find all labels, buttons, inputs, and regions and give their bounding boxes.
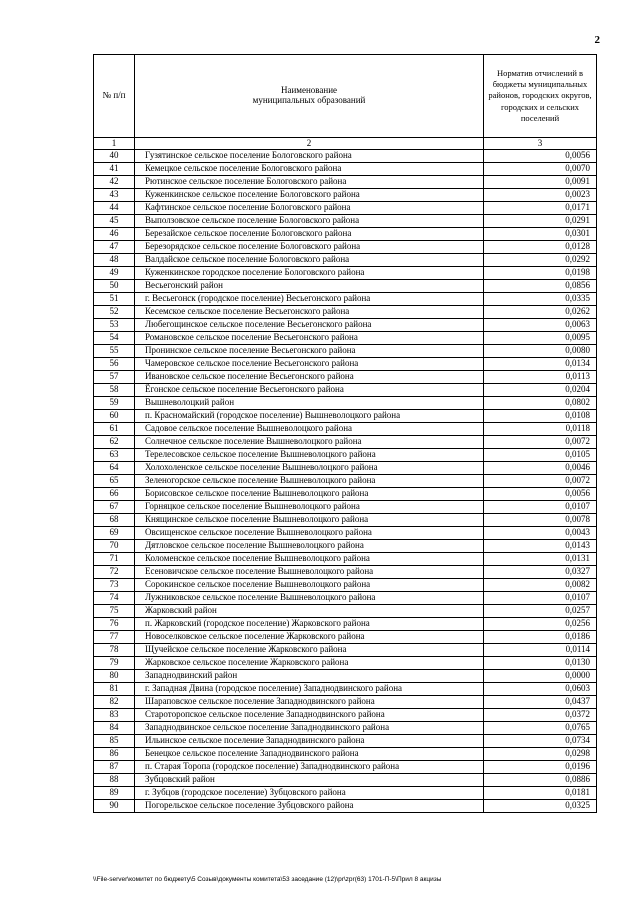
table-row <box>94 683 597 696</box>
row-number: 67 <box>94 501 135 514</box>
row-number: 85 <box>94 735 135 748</box>
row-number: 90 <box>94 800 135 813</box>
row-number: 52 <box>94 306 135 319</box>
norm-value: 0,0327 <box>484 566 597 579</box>
row-number: 79 <box>94 657 135 670</box>
municipality-name: Зеленогорское сельское поселение Вышневолоцкого района <box>135 475 484 488</box>
table-row <box>94 527 597 540</box>
norm-value: 0,0301 <box>484 228 597 241</box>
municipality-name: Березорядское сельское поселение Бологовского района <box>135 241 484 254</box>
norm-value: 0,0107 <box>484 501 597 514</box>
norm-value: 0,0023 <box>484 189 597 202</box>
table-row <box>94 345 597 358</box>
municipality-name: Шараповское сельское поселение Западнодвинского района <box>135 696 484 709</box>
row-number: 71 <box>94 553 135 566</box>
table-row <box>94 449 597 462</box>
norm-value: 0,0204 <box>484 384 597 397</box>
row-number: 88 <box>94 774 135 787</box>
row-number: 69 <box>94 527 135 540</box>
norm-value: 0,0262 <box>484 306 597 319</box>
municipality-name: Березайское сельское поселение Бологовского района <box>135 228 484 241</box>
table-row <box>94 631 597 644</box>
norm-value: 0,0105 <box>484 449 597 462</box>
footer-file-path: \\File-server\комитет по бюджету\5 Созыв\документы комитета\53 заседание (12)\pr\zpr(63) 1701-П-5\Прил 8 акцизы <box>93 876 442 883</box>
table-row <box>94 670 597 683</box>
table-row <box>94 423 597 436</box>
municipality-name: Рютинское сельское поселение Бологовского района <box>135 176 484 189</box>
column-index-1: 1 <box>94 138 135 150</box>
norm-value: 0,0000 <box>484 670 597 683</box>
row-number: 55 <box>94 345 135 358</box>
row-number: 63 <box>94 449 135 462</box>
municipality-name: Жарковский район <box>135 605 484 618</box>
row-number: 84 <box>94 722 135 735</box>
municipality-name: Садовое сельское поселение Вышневолоцкого района <box>135 423 484 436</box>
table-row <box>94 150 597 163</box>
norm-value: 0,0292 <box>484 254 597 267</box>
row-number: 75 <box>94 605 135 618</box>
municipality-name: Весьегонский район <box>135 280 484 293</box>
norm-value: 0,0082 <box>484 579 597 592</box>
table-row <box>94 254 597 267</box>
municipality-name: Овсищенское сельское поселение Вышневолоцкого района <box>135 527 484 540</box>
municipality-name: Романовское сельское поселение Весьегонского района <box>135 332 484 345</box>
municipality-name: Холохоленское сельское поселение Вышневолоцкого района <box>135 462 484 475</box>
municipality-name: Сорокинское сельское поселение Вышневолоцкого района <box>135 579 484 592</box>
row-number: 89 <box>94 787 135 800</box>
municipality-name: Борисовское сельское поселение Вышневолоцкого района <box>135 488 484 501</box>
row-number: 45 <box>94 215 135 228</box>
table-row <box>94 748 597 761</box>
municipality-name: Ёгонское сельское поселение Весьегонского района <box>135 384 484 397</box>
municipality-name: Жарковское сельское поселение Жарковского района <box>135 657 484 670</box>
table-row <box>94 436 597 449</box>
municipality-name: Дятловское сельское поселение Вышневолоцкого района <box>135 540 484 553</box>
row-number: 51 <box>94 293 135 306</box>
header-num: № п/п <box>94 55 135 138</box>
row-number: 82 <box>94 696 135 709</box>
table-row <box>94 774 597 787</box>
norm-value: 0,0114 <box>484 644 597 657</box>
row-number: 62 <box>94 436 135 449</box>
municipality-name: п. Жарковский (городское поселение) Жарковского района <box>135 618 484 631</box>
norm-value: 0,0372 <box>484 709 597 722</box>
table-row <box>94 202 597 215</box>
norm-value: 0,0056 <box>484 488 597 501</box>
table-row <box>94 306 597 319</box>
table-row <box>94 163 597 176</box>
norm-value: 0,0080 <box>484 345 597 358</box>
row-number: 46 <box>94 228 135 241</box>
row-number: 68 <box>94 514 135 527</box>
table-row <box>94 592 597 605</box>
table-row <box>94 501 597 514</box>
table-row <box>94 618 597 631</box>
table-row <box>94 319 597 332</box>
row-number: 54 <box>94 332 135 345</box>
municipality-name: Новоселковское сельское поселение Жарковского района <box>135 631 484 644</box>
row-number: 70 <box>94 540 135 553</box>
municipality-name: Пронинское сельское поселение Весьегонского района <box>135 345 484 358</box>
norm-value: 0,0070 <box>484 163 597 176</box>
norm-value: 0,0171 <box>484 202 597 215</box>
municipality-name: Гузятинское сельское поселение Бологовского района <box>135 150 484 163</box>
row-number: 42 <box>94 176 135 189</box>
table-row <box>94 475 597 488</box>
norm-value: 0,0856 <box>484 280 597 293</box>
table-row <box>94 293 597 306</box>
norm-value: 0,0043 <box>484 527 597 540</box>
norm-value: 0,0325 <box>484 800 597 813</box>
table-row <box>94 514 597 527</box>
table-row <box>94 761 597 774</box>
norm-value: 0,0078 <box>484 514 597 527</box>
page-number: 2 <box>594 34 600 46</box>
table-row <box>94 488 597 501</box>
table-row <box>94 332 597 345</box>
municipality-name: Выползовское сельское поселение Бологовского района <box>135 215 484 228</box>
municipality-name: Куженкинское сельское поселение Бологовского района <box>135 189 484 202</box>
row-number: 81 <box>94 683 135 696</box>
norm-value: 0,0046 <box>484 462 597 475</box>
row-number: 49 <box>94 267 135 280</box>
norm-value: 0,0437 <box>484 696 597 709</box>
row-number: 72 <box>94 566 135 579</box>
row-number: 57 <box>94 371 135 384</box>
municipality-name: Погорельское сельское поселение Зубцовского района <box>135 800 484 813</box>
municipality-name: Княщинское сельское поселение Вышневолоцкого района <box>135 514 484 527</box>
norm-value: 0,0072 <box>484 436 597 449</box>
row-number: 48 <box>94 254 135 267</box>
table-row <box>94 579 597 592</box>
row-number: 44 <box>94 202 135 215</box>
municipality-name: г. Весьегонск (городское поселение) Весьегонского района <box>135 293 484 306</box>
municipality-name: Куженкинское городское поселение Бологовского района <box>135 267 484 280</box>
municipality-name: Солнечное сельское поселение Вышневолоцкого района <box>135 436 484 449</box>
municipality-name: Валдайское сельское поселение Бологовского района <box>135 254 484 267</box>
row-number: 56 <box>94 358 135 371</box>
norm-value: 0,0603 <box>484 683 597 696</box>
row-number: 41 <box>94 163 135 176</box>
table-row <box>94 280 597 293</box>
norm-value: 0,0131 <box>484 553 597 566</box>
header-norm: Норматив отчислений в бюджеты муниципальных районов, городских округов, городских и сельских поселений <box>484 55 597 138</box>
row-number: 74 <box>94 592 135 605</box>
table-body <box>94 150 597 813</box>
row-number: 50 <box>94 280 135 293</box>
table-row <box>94 540 597 553</box>
row-number: 58 <box>94 384 135 397</box>
norm-value: 0,0118 <box>484 423 597 436</box>
norm-value: 0,0291 <box>484 215 597 228</box>
row-number: 77 <box>94 631 135 644</box>
row-number: 80 <box>94 670 135 683</box>
municipality-name: Любегощинское сельское поселение Весьегонского района <box>135 319 484 332</box>
norm-value: 0,0765 <box>484 722 597 735</box>
header-name-line2: муниципальных образований <box>252 95 366 105</box>
norm-value: 0,0134 <box>484 358 597 371</box>
norm-value: 0,0063 <box>484 319 597 332</box>
table-row <box>94 605 597 618</box>
table-row <box>94 722 597 735</box>
norm-value: 0,0257 <box>484 605 597 618</box>
table-row <box>94 267 597 280</box>
row-number: 83 <box>94 709 135 722</box>
norm-value: 0,0108 <box>484 410 597 423</box>
municipality-name: Вышневолоцкий район <box>135 397 484 410</box>
table-row <box>94 358 597 371</box>
row-number: 65 <box>94 475 135 488</box>
municipality-name: Ильинское сельское поселение Западнодвинского района <box>135 735 484 748</box>
municipality-name: Кесемское сельское поселение Весьегонского района <box>135 306 484 319</box>
row-number: 60 <box>94 410 135 423</box>
table-row <box>94 410 597 423</box>
norm-value: 0,0256 <box>484 618 597 631</box>
municipality-name: Бенецкое сельское поселение Западнодвинского района <box>135 748 484 761</box>
municipality-name: Горняцкое сельское поселение Вышневолоцкого района <box>135 501 484 514</box>
row-number: 59 <box>94 397 135 410</box>
table-row <box>94 397 597 410</box>
row-number: 43 <box>94 189 135 202</box>
municipality-name: Староторопское сельское поселение Западнодвинского района <box>135 709 484 722</box>
header-name-line1: Наименование <box>280 85 338 96</box>
row-number: 61 <box>94 423 135 436</box>
municipality-name: Кафтинское сельское поселение Бологовского района <box>135 202 484 215</box>
table-row <box>94 566 597 579</box>
table-row <box>94 228 597 241</box>
column-index-row <box>94 138 597 150</box>
norm-value: 0,0113 <box>484 371 597 384</box>
norm-value: 0,0128 <box>484 241 597 254</box>
municipality-name: Западнодвинское сельское поселение Западнодвинского района <box>135 722 484 735</box>
municipality-name: Лужниковское сельское поселение Вышневолоцкого района <box>135 592 484 605</box>
row-number: 73 <box>94 579 135 592</box>
table-row <box>94 553 597 566</box>
table-row <box>94 384 597 397</box>
norm-value: 0,0886 <box>484 774 597 787</box>
table-row <box>94 462 597 475</box>
row-number: 66 <box>94 488 135 501</box>
norm-value: 0,0198 <box>484 267 597 280</box>
municipality-name: Зубцовский район <box>135 774 484 787</box>
norm-value: 0,0181 <box>484 787 597 800</box>
table-row <box>94 371 597 384</box>
table-row <box>94 189 597 202</box>
table-row <box>94 644 597 657</box>
norm-value: 0,0056 <box>484 150 597 163</box>
norm-value: 0,0802 <box>484 397 597 410</box>
row-number: 76 <box>94 618 135 631</box>
norm-value: 0,0072 <box>484 475 597 488</box>
column-index-2: 2 <box>135 138 484 150</box>
column-index-3: 3 <box>484 138 597 150</box>
municipality-name: Кемецкое сельское поселение Бологовского района <box>135 163 484 176</box>
norm-value: 0,0091 <box>484 176 597 189</box>
municipality-name: Коломенское сельское поселение Вышневолоцкого района <box>135 553 484 566</box>
norm-value: 0,0335 <box>484 293 597 306</box>
municipality-name: Чамеровское сельское поселение Весьегонского района <box>135 358 484 371</box>
norm-value: 0,0734 <box>484 735 597 748</box>
norm-value: 0,0196 <box>484 761 597 774</box>
norm-value: 0,0186 <box>484 631 597 644</box>
table-row <box>94 800 597 813</box>
municipality-name: г. Зубцов (городское поселение) Зубцовского района <box>135 787 484 800</box>
table-row <box>94 215 597 228</box>
table-row <box>94 241 597 254</box>
row-number: 53 <box>94 319 135 332</box>
municipality-name: Ивановское сельское поселение Весьегонского района <box>135 371 484 384</box>
table-row <box>94 176 597 189</box>
municipality-name: Щучейское сельское поселение Жарковского района <box>135 644 484 657</box>
row-number: 47 <box>94 241 135 254</box>
table-row <box>94 787 597 800</box>
row-number: 87 <box>94 761 135 774</box>
municipality-name: п. Красномайский (городское поселение) Вышневолоцкого района <box>135 410 484 423</box>
header-name <box>135 55 484 138</box>
table-row <box>94 657 597 670</box>
table-row <box>94 709 597 722</box>
table-row <box>94 696 597 709</box>
row-number: 40 <box>94 150 135 163</box>
municipality-name: г. Западная Двина (городское поселение) Западнодвинского района <box>135 683 484 696</box>
row-number: 86 <box>94 748 135 761</box>
norm-value: 0,0143 <box>484 540 597 553</box>
municipality-name: Терелесовское сельское поселение Вышневолоцкого района <box>135 449 484 462</box>
municipality-name: п. Старая Торопа (городское поселение) Западнодвинского района <box>135 761 484 774</box>
municipality-name: Западнодвинский район <box>135 670 484 683</box>
table-row <box>94 735 597 748</box>
municipality-name: Есеновичское сельское поселение Вышневолоцкого района <box>135 566 484 579</box>
table-header-row <box>94 55 597 138</box>
norm-value: 0,0107 <box>484 592 597 605</box>
row-number: 78 <box>94 644 135 657</box>
norm-value: 0,0130 <box>484 657 597 670</box>
row-number: 64 <box>94 462 135 475</box>
norms-table <box>93 54 597 813</box>
norm-value: 0,0298 <box>484 748 597 761</box>
norm-value: 0,0095 <box>484 332 597 345</box>
